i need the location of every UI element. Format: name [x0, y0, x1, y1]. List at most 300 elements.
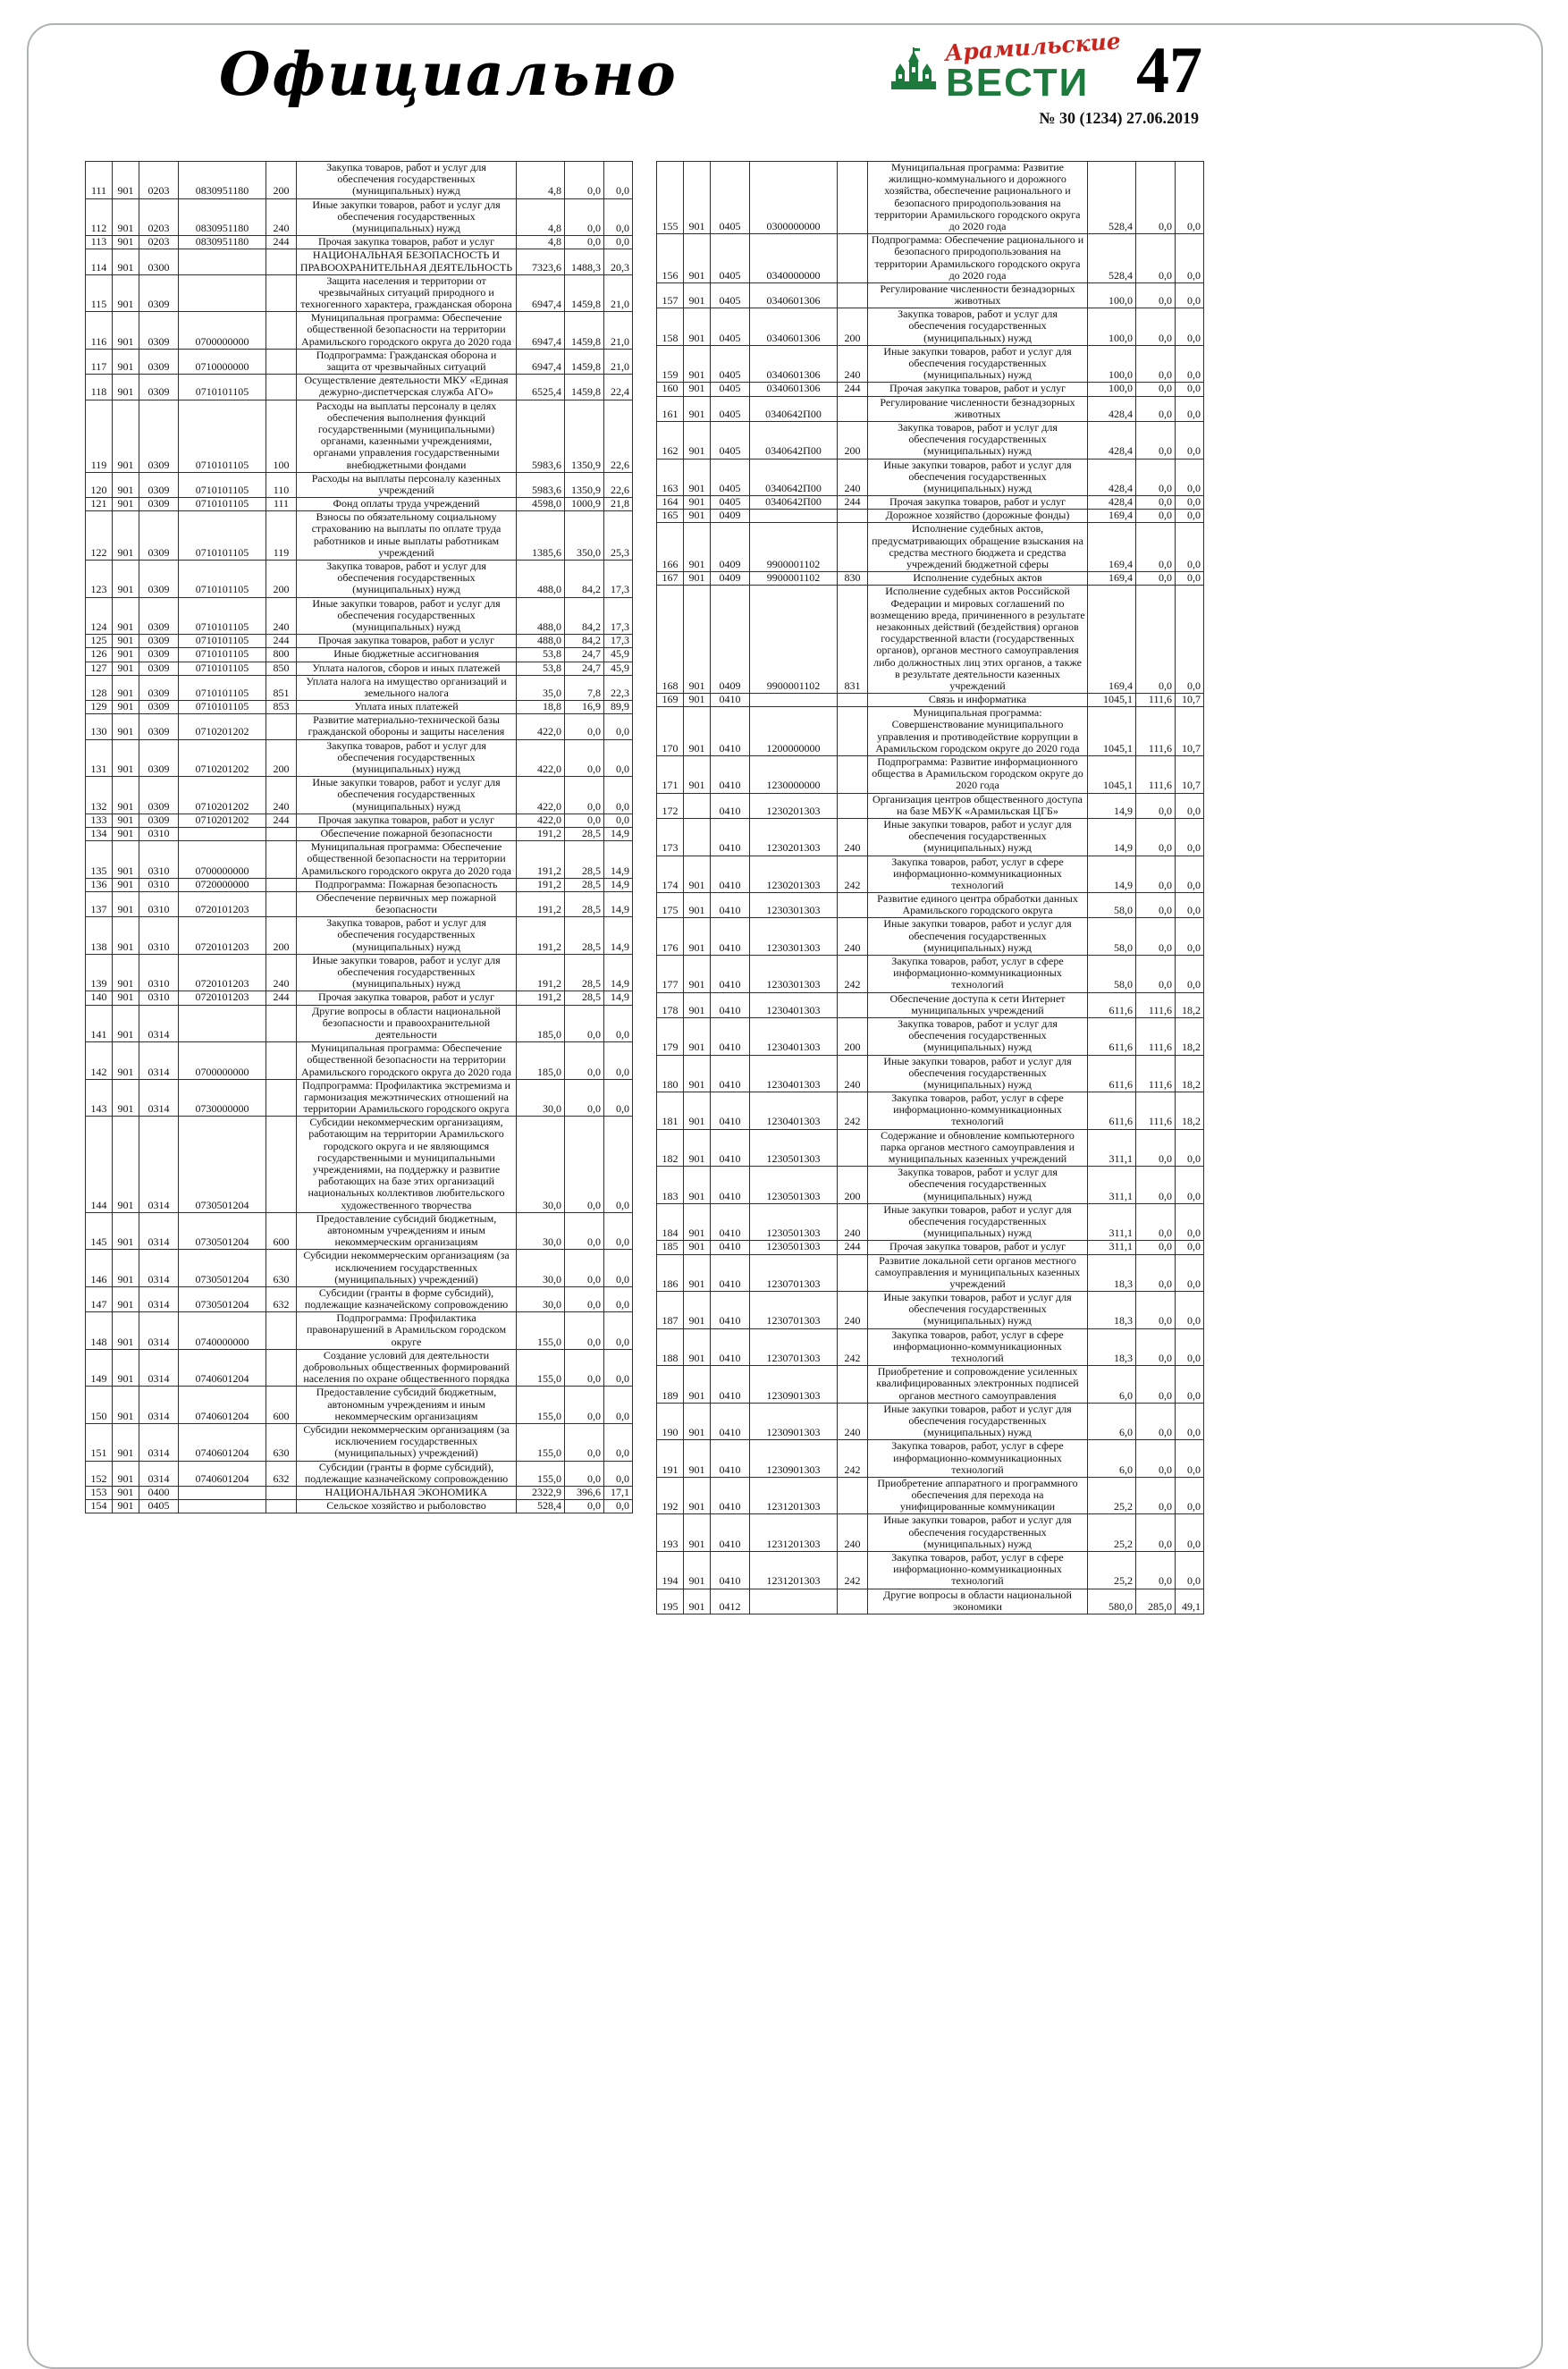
row-number: 116 — [86, 312, 113, 350]
row-number: 126 — [86, 648, 113, 662]
target-article-code: 0700000000 — [179, 1042, 266, 1080]
execution-percent: 0,0 — [1176, 459, 1204, 496]
grbs-code: 901 — [113, 1250, 139, 1287]
expense-name: Уплата налога на имущество организаций и земельного налога — [297, 675, 517, 700]
row-number: 134 — [86, 827, 113, 840]
grbs-code: 901 — [684, 586, 711, 694]
expense-type-code: 632 — [266, 1461, 297, 1486]
section-code: 0314 — [139, 1387, 179, 1424]
grbs-code: 901 — [684, 459, 711, 496]
expense-type-code: 830 — [838, 572, 868, 586]
execution-percent: 0,0 — [604, 1005, 633, 1042]
amount-plan: 30,0 — [517, 1250, 565, 1287]
table-row — [86, 675, 633, 700]
grbs-code: 901 — [113, 597, 139, 635]
grbs-code: 901 — [684, 523, 711, 572]
expense-name: Муниципальная программа: Обеспечение общественной безопасности на территории Арамильского городского округа до 2020 года — [297, 312, 517, 350]
grbs-code: 901 — [113, 662, 139, 675]
execution-percent: 22,3 — [604, 675, 633, 700]
section-code: 0309 — [139, 312, 179, 350]
amount-plan: 155,0 — [517, 1312, 565, 1350]
row-number: 176 — [657, 918, 684, 956]
execution-percent: 10,7 — [1176, 694, 1204, 707]
execution-percent: 0,0 — [1176, 345, 1204, 383]
table-row — [86, 312, 633, 350]
amount-plan: 30,0 — [517, 1117, 565, 1213]
expense-type-code: 200 — [266, 917, 297, 955]
amount-executed: 7,8 — [565, 675, 604, 700]
target-article-code: 0700000000 — [179, 841, 266, 879]
row-number: 133 — [86, 814, 113, 827]
expense-name: Прочая закупка товаров, работ и услуг — [868, 1241, 1088, 1254]
execution-percent: 0,0 — [604, 714, 633, 739]
amount-plan: 35,0 — [517, 675, 565, 700]
amount-executed: 0,0 — [1136, 793, 1176, 818]
amount-plan: 7323,6 — [517, 249, 565, 274]
amount-plan: 6947,4 — [517, 312, 565, 350]
expense-name: Закупка товаров, работ и услуг для обеспечения государственных (муниципальных) нужд — [868, 308, 1088, 346]
expense-type-code — [838, 793, 868, 818]
target-article-code — [179, 1500, 266, 1513]
expense-type-code: 850 — [266, 662, 297, 675]
section-code: 0405 — [711, 234, 750, 283]
section-code: 0410 — [711, 856, 750, 893]
amount-executed: 0,0 — [565, 1349, 604, 1387]
execution-percent: 22,6 — [604, 400, 633, 472]
brand-name-bottom: ВЕСТИ — [946, 60, 1090, 105]
row-number: 180 — [657, 1055, 684, 1092]
amount-plan: 30,0 — [517, 1079, 565, 1117]
target-article-code: 0730501204 — [179, 1286, 266, 1311]
amount-executed: 0,0 — [1136, 586, 1176, 694]
expense-type-code — [838, 162, 868, 234]
section-code: 0405 — [711, 282, 750, 308]
target-article-code: 0730501204 — [179, 1250, 266, 1287]
target-article-code: 0710201202 — [179, 814, 266, 827]
grbs-code: 901 — [113, 162, 139, 199]
section-code: 0410 — [711, 1017, 750, 1055]
grbs-code: 901 — [684, 956, 711, 993]
amount-executed: 111,6 — [1136, 992, 1176, 1017]
amount-executed: 0,0 — [565, 739, 604, 777]
target-article-code: 0340601306 — [750, 345, 838, 383]
row-number: 115 — [86, 274, 113, 312]
table-row — [657, 421, 1204, 459]
expense-name: Расходы на выплаты персоналу в целях обеспечения выполнения функций государственными (муниципальными) органами, казенными учреждениями, органами управления государственными внебюджетными фондами — [297, 400, 517, 472]
table-row — [86, 1286, 633, 1311]
expense-name: Исполнение судебных актов — [868, 572, 1088, 586]
expense-name: Подпрограмма: Обеспечение рационального и безопасного природопользования на территории Арамильского городского округа до 2020 года — [868, 234, 1088, 283]
expense-type-code: 242 — [838, 956, 868, 993]
amount-plan: 1045,1 — [1088, 694, 1136, 707]
expense-type-code — [838, 756, 868, 794]
expense-type-code: 242 — [838, 1440, 868, 1478]
expense-name: Взносы по обязательному социальному страхованию на выплаты по оплате труда работников и иные выплаты работникам учреждений — [297, 511, 517, 561]
amount-plan: 428,4 — [1088, 396, 1136, 421]
table-row — [657, 1017, 1204, 1055]
execution-percent: 0,0 — [1176, 1241, 1204, 1254]
amount-executed: 1350,9 — [565, 472, 604, 497]
amount-executed: 1459,8 — [565, 274, 604, 312]
amount-plan: 528,4 — [1088, 234, 1136, 283]
target-article-code — [750, 694, 838, 707]
amount-executed: 0,0 — [565, 1117, 604, 1213]
section-code: 0203 — [139, 162, 179, 199]
expense-type-code — [838, 1589, 868, 1614]
table-row — [86, 701, 633, 714]
table-row — [657, 234, 1204, 283]
expense-name: Защита населения и территории от чрезвычайных ситуаций природного и техногенного характера, гражданская оборона — [297, 274, 517, 312]
amount-plan: 100,0 — [1088, 282, 1136, 308]
row-number: 189 — [657, 1366, 684, 1404]
grbs-code: 901 — [113, 375, 139, 400]
expense-type-code — [838, 1366, 868, 1404]
table-row — [86, 1461, 633, 1486]
target-article-code — [179, 1486, 266, 1499]
grbs-code: 901 — [113, 1423, 139, 1461]
execution-percent: 89,9 — [604, 701, 633, 714]
target-article-code: 1231201303 — [750, 1477, 838, 1514]
table-row — [657, 396, 1204, 421]
target-article-code: 9900001102 — [750, 523, 838, 572]
amount-executed: 0,0 — [565, 1500, 604, 1513]
target-article-code: 0710101105 — [179, 511, 266, 561]
target-article-code: 0340642П00 — [750, 496, 838, 510]
target-article-code: 1230701303 — [750, 1292, 838, 1329]
row-number: 119 — [86, 400, 113, 472]
table-row — [86, 400, 633, 472]
target-article-code: 1230301303 — [750, 956, 838, 993]
section-code: 0310 — [139, 891, 179, 916]
amount-plan: 191,2 — [517, 954, 565, 991]
row-number: 145 — [86, 1212, 113, 1250]
expense-name: Подпрограмма: Профилактика экстремизма и гармонизация межэтнических отношений на территории Арамильского городского округа — [297, 1079, 517, 1117]
expense-type-code: 200 — [838, 1017, 868, 1055]
amount-executed: 285,0 — [1136, 1589, 1176, 1614]
amount-plan: 428,4 — [1088, 459, 1136, 496]
execution-percent: 10,7 — [1176, 756, 1204, 794]
grbs-code: 901 — [113, 249, 139, 274]
target-article-code: 0340000000 — [750, 234, 838, 283]
target-article-code — [750, 1589, 838, 1614]
expense-name: Закупка товаров, работ и услуг для обеспечения государственных (муниципальных) нужд — [297, 561, 517, 598]
target-article-code — [179, 827, 266, 840]
section-code: 0410 — [711, 1328, 750, 1366]
grbs-code: 901 — [113, 561, 139, 598]
target-article-code: 1230000000 — [750, 756, 838, 794]
row-number: 165 — [657, 510, 684, 523]
expense-type-code: 119 — [266, 511, 297, 561]
amount-executed: 0,0 — [565, 1042, 604, 1080]
table-row — [657, 523, 1204, 572]
page-title: Официально — [219, 39, 678, 109]
expense-name: Иные закупки товаров, работ и услуг для обеспечения государственных (муниципальных) нужд — [297, 597, 517, 635]
expense-name: Прочая закупка товаров, работ и услуг — [297, 236, 517, 249]
table-row — [657, 694, 1204, 707]
table-row — [657, 308, 1204, 346]
amount-executed: 0,0 — [565, 1286, 604, 1311]
table-row — [657, 818, 1204, 856]
expense-type-code — [266, 827, 297, 840]
amount-plan: 5983,6 — [517, 472, 565, 497]
section-code: 0309 — [139, 675, 179, 700]
target-article-code: 0720101203 — [179, 891, 266, 916]
row-number: 193 — [657, 1514, 684, 1552]
table-row — [657, 586, 1204, 694]
grbs-code: 901 — [113, 878, 139, 891]
target-article-code: 1231201303 — [750, 1552, 838, 1589]
execution-percent: 0,0 — [1176, 1167, 1204, 1204]
target-article-code: 0710101105 — [179, 472, 266, 497]
execution-percent: 0,0 — [1176, 523, 1204, 572]
execution-percent: 18,2 — [1176, 1017, 1204, 1055]
section-code: 0405 — [711, 459, 750, 496]
expense-type-code: 240 — [838, 1292, 868, 1329]
section-code: 0309 — [139, 662, 179, 675]
target-article-code: 0710101105 — [179, 375, 266, 400]
expense-type-code: 244 — [838, 1241, 868, 1254]
expense-type-code: 240 — [266, 954, 297, 991]
expense-name: Закупка товаров, работ и услуг для обеспечения государственных (муниципальных) нужд — [297, 739, 517, 777]
table-row — [86, 635, 633, 648]
amount-executed: 84,2 — [565, 635, 604, 648]
section-code: 0309 — [139, 400, 179, 472]
expense-name: Предоставление субсидий бюджетным, автономным учреждениям и иным некоммерческим организациям — [297, 1212, 517, 1250]
table-row — [86, 1312, 633, 1350]
execution-percent: 0,0 — [604, 1042, 633, 1080]
target-article-code: 1200000000 — [750, 707, 838, 756]
table-row — [657, 1589, 1204, 1614]
execution-percent: 0,0 — [1176, 956, 1204, 993]
row-number: 187 — [657, 1292, 684, 1329]
grbs-code: 901 — [684, 1292, 711, 1329]
expense-name: Подпрограмма: Профилактика правонарушений в Арамильском городском округе — [297, 1312, 517, 1350]
target-article-code: 0340642П00 — [750, 396, 838, 421]
amount-executed: 111,6 — [1136, 756, 1176, 794]
section-code: 0410 — [711, 793, 750, 818]
amount-plan: 30,0 — [517, 1212, 565, 1250]
amount-plan: 422,0 — [517, 814, 565, 827]
grbs-code: 901 — [684, 345, 711, 383]
row-number: 174 — [657, 856, 684, 893]
expense-type-code: 242 — [838, 1552, 868, 1589]
amount-plan: 58,0 — [1088, 956, 1136, 993]
expense-name: Закупка товаров, работ, услуг в сфере информационно-коммуникационных технологий — [868, 1092, 1088, 1130]
table-row — [657, 1514, 1204, 1552]
amount-executed: 28,5 — [565, 954, 604, 991]
expense-type-code: 200 — [838, 421, 868, 459]
expense-name: Прочая закупка товаров, работ и услуг — [297, 991, 517, 1005]
amount-executed: 0,0 — [1136, 510, 1176, 523]
row-number: 118 — [86, 375, 113, 400]
target-article-code: 0710201202 — [179, 739, 266, 777]
row-number: 160 — [657, 383, 684, 396]
row-number: 147 — [86, 1286, 113, 1311]
grbs-code: 901 — [113, 1349, 139, 1387]
row-number: 111 — [86, 162, 113, 199]
amount-plan: 169,4 — [1088, 523, 1136, 572]
row-number: 167 — [657, 572, 684, 586]
table-row — [86, 162, 633, 199]
target-article-code: 0710201202 — [179, 714, 266, 739]
section-code: 0314 — [139, 1250, 179, 1287]
coat-of-arms-icon — [889, 47, 939, 94]
amount-plan: 611,6 — [1088, 1055, 1136, 1092]
execution-percent: 14,9 — [604, 991, 633, 1005]
amount-executed: 0,0 — [1136, 1552, 1176, 1589]
section-code: 0310 — [139, 991, 179, 1005]
row-number: 148 — [86, 1312, 113, 1350]
expense-name: Закупка товаров, работ, услуг в сфере информационно-коммуникационных технологий — [868, 1440, 1088, 1478]
expense-name: Обеспечение пожарной безопасности — [297, 827, 517, 840]
grbs-code — [684, 818, 711, 856]
execution-percent: 0,0 — [1176, 1203, 1204, 1241]
expense-name: Муниципальная программа: Развитие жилищно-коммунального и дорожного хозяйства, обеспечение рационального и безопасного природопользования на территории Арамильского городского округа до 2020 года — [868, 162, 1088, 234]
section-code: 0410 — [711, 1477, 750, 1514]
expense-type-code: 831 — [838, 586, 868, 694]
expense-name: Закупка товаров, работ и услуг для обеспечения государственных (муниципальных) нужд — [868, 1167, 1088, 1204]
table-row — [86, 1387, 633, 1424]
amount-executed: 0,0 — [1136, 1366, 1176, 1404]
row-number: 132 — [86, 777, 113, 814]
expense-name: Закупка товаров, работ, услуг в сфере информационно-коммуникационных технологий — [868, 1328, 1088, 1366]
section-code: 0309 — [139, 349, 179, 374]
amount-plan: 611,6 — [1088, 1092, 1136, 1130]
amount-executed: 0,0 — [1136, 818, 1176, 856]
execution-percent: 0,0 — [1176, 818, 1204, 856]
table-row — [657, 956, 1204, 993]
expense-name: Иные закупки товаров, работ и услуг для обеспечения государственных (муниципальных) нужд — [868, 459, 1088, 496]
grbs-code: 901 — [113, 954, 139, 991]
amount-executed: 0,0 — [1136, 396, 1176, 421]
table-row — [657, 793, 1204, 818]
amount-executed: 0,0 — [565, 1423, 604, 1461]
grbs-code: 901 — [684, 1167, 711, 1204]
expense-type-code: 244 — [838, 496, 868, 510]
amount-plan: 25,2 — [1088, 1552, 1136, 1589]
expense-type-code: 630 — [266, 1423, 297, 1461]
target-article-code: 1230901303 — [750, 1403, 838, 1440]
amount-plan: 30,0 — [517, 1286, 565, 1311]
target-article-code: 0720101203 — [179, 917, 266, 955]
execution-percent: 17,1 — [604, 1486, 633, 1499]
expense-name: Содержание и обновление компьютерного парка органов местного самоуправления и муниципальных казенных учреждений — [868, 1129, 1088, 1167]
grbs-code: 901 — [684, 1552, 711, 1589]
expense-name: Регулирование численности безнадзорных животных — [868, 396, 1088, 421]
grbs-code: 901 — [113, 648, 139, 662]
execution-percent: 0,0 — [1176, 162, 1204, 234]
amount-executed: 0,0 — [565, 162, 604, 199]
expense-type-code: 240 — [838, 1203, 868, 1241]
amount-plan: 422,0 — [517, 714, 565, 739]
grbs-code: 901 — [684, 992, 711, 1017]
expense-name: Иные закупки товаров, работ и услуг для обеспечения государственных (муниципальных) нужд — [868, 918, 1088, 956]
section-code: 0410 — [711, 893, 750, 918]
section-code: 0314 — [139, 1079, 179, 1117]
amount-executed: 0,0 — [1136, 459, 1176, 496]
section-code: 0410 — [711, 1092, 750, 1130]
expense-name: Закупка товаров, работ, услуг в сфере информационно-коммуникационных технологий — [868, 1552, 1088, 1589]
table-row — [657, 459, 1204, 496]
section-code: 0314 — [139, 1461, 179, 1486]
row-number: 152 — [86, 1461, 113, 1486]
amount-plan: 155,0 — [517, 1387, 565, 1424]
expense-name: Прочая закупка товаров, работ и услуг — [297, 635, 517, 648]
amount-plan: 4598,0 — [517, 498, 565, 511]
row-number: 130 — [86, 714, 113, 739]
target-article-code: 0340601306 — [750, 383, 838, 396]
grbs-code: 901 — [684, 1328, 711, 1366]
execution-percent: 0,0 — [604, 1286, 633, 1311]
section-code: 0405 — [711, 421, 750, 459]
row-number: 144 — [86, 1117, 113, 1213]
target-article-code: 0710101105 — [179, 701, 266, 714]
table-row — [657, 345, 1204, 383]
section-code: 0410 — [711, 818, 750, 856]
amount-plan: 6947,4 — [517, 349, 565, 374]
amount-executed: 0,0 — [565, 1250, 604, 1287]
grbs-code: 901 — [684, 1017, 711, 1055]
expense-type-code: 240 — [266, 597, 297, 635]
table-row — [657, 1477, 1204, 1514]
newspaper-page — [85, 27, 1202, 1614]
expense-type-code — [838, 707, 868, 756]
issue-line: № 30 (1234) 27.06.2019 — [1039, 109, 1199, 127]
grbs-code: 901 — [684, 893, 711, 918]
execution-percent: 0,0 — [604, 739, 633, 777]
grbs-code: 901 — [113, 1042, 139, 1080]
section-code: 0309 — [139, 635, 179, 648]
grbs-code: 901 — [113, 701, 139, 714]
amount-plan: 4,8 — [517, 198, 565, 236]
section-code: 0310 — [139, 917, 179, 955]
grbs-code: 901 — [113, 635, 139, 648]
amount-executed: 28,5 — [565, 991, 604, 1005]
target-article-code: 1230201303 — [750, 856, 838, 893]
expense-name: Субсидии (гранты в форме субсидий), подлежащие казначейскому сопровождению — [297, 1286, 517, 1311]
table-row — [86, 878, 633, 891]
row-number: 137 — [86, 891, 113, 916]
row-number: 188 — [657, 1328, 684, 1366]
section-code: 0409 — [711, 586, 750, 694]
amount-plan: 58,0 — [1088, 893, 1136, 918]
expense-name: Другие вопросы в области национальной экономики — [868, 1589, 1088, 1614]
table-row — [86, 648, 633, 662]
row-number: 136 — [86, 878, 113, 891]
row-number: 121 — [86, 498, 113, 511]
row-number: 171 — [657, 756, 684, 794]
expense-name: Расходы на выплаты персоналу казенных учреждений — [297, 472, 517, 497]
table-row — [86, 739, 633, 777]
amount-executed: 0,0 — [1136, 234, 1176, 283]
amount-executed: 84,2 — [565, 597, 604, 635]
target-article-code: 9900001102 — [750, 586, 838, 694]
table-row — [657, 707, 1204, 756]
table-row — [86, 1212, 633, 1250]
amount-plan: 18,8 — [517, 701, 565, 714]
amount-plan: 100,0 — [1088, 308, 1136, 346]
table-row — [86, 1500, 633, 1513]
row-number: 114 — [86, 249, 113, 274]
table-row — [657, 1203, 1204, 1241]
amount-executed: 1459,8 — [565, 312, 604, 350]
expense-type-code: 200 — [838, 1167, 868, 1204]
expense-name: Другие вопросы в области национальной безопасности и правоохранительной деятельности — [297, 1005, 517, 1042]
amount-plan: 2322,9 — [517, 1486, 565, 1499]
expense-type-code — [266, 714, 297, 739]
expense-type-code: 240 — [838, 818, 868, 856]
section-code: 0309 — [139, 498, 179, 511]
